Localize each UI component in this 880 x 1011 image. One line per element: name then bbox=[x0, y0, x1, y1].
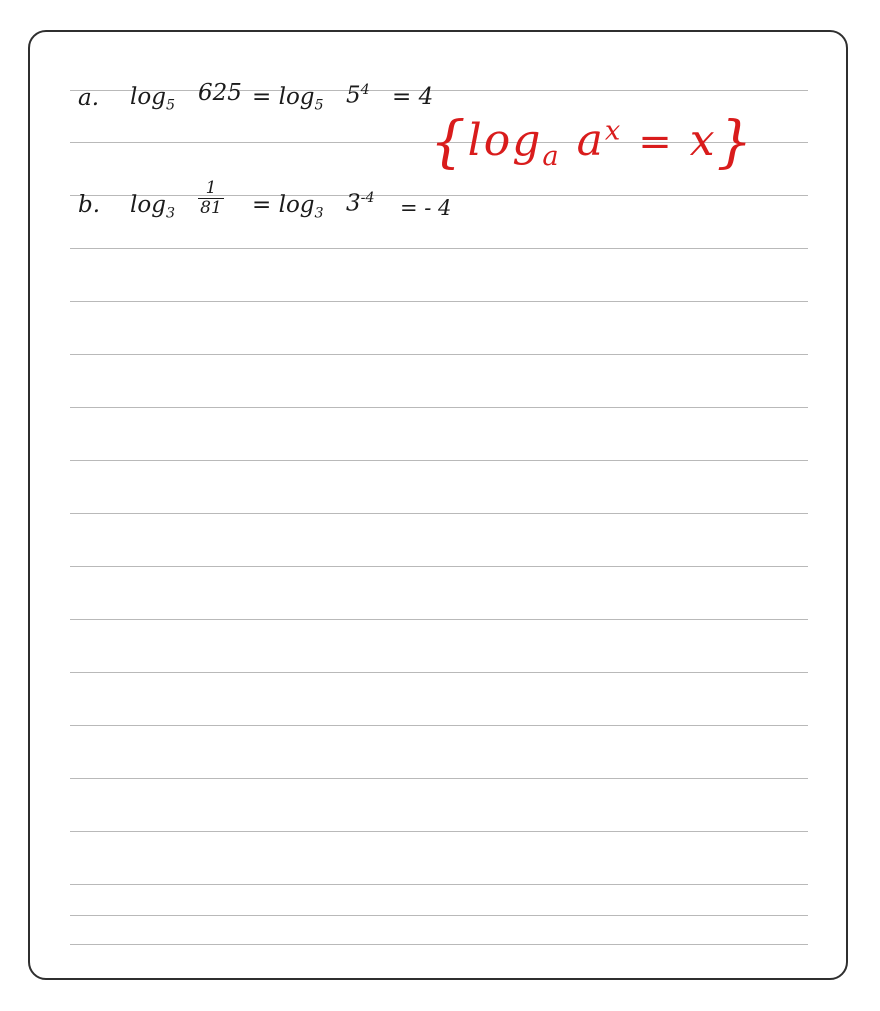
fraction-denominator: 81 bbox=[200, 198, 222, 218]
item-a-result: = 4 bbox=[392, 84, 434, 110]
item-b-log-base: $\log_3$ bbox=[130, 192, 176, 222]
item-b-result: = - 4 bbox=[400, 196, 452, 220]
item-a-equals-log: = $\log_5$ bbox=[252, 84, 324, 114]
handwriting-layer bbox=[30, 32, 846, 978]
item-a-label: a. bbox=[78, 85, 100, 111]
red-annotation-rule bbox=[430, 110, 754, 175]
annotation-arg-base: a bbox=[576, 115, 605, 166]
item-a-power: $5^4$ bbox=[346, 82, 370, 109]
notebook-page bbox=[28, 30, 848, 980]
annotation-log-base: a bbox=[542, 140, 561, 172]
close-brace: } bbox=[716, 110, 755, 175]
item-b-label: b. bbox=[78, 192, 101, 218]
item-b-equals-log: = $\log_3$ bbox=[252, 192, 324, 222]
annotation-log: log bbox=[467, 115, 543, 166]
fraction-numerator: 1 bbox=[205, 178, 217, 198]
annotation-equals: = bbox=[638, 119, 674, 165]
item-a-log-base: $\log_5$ bbox=[130, 84, 176, 114]
item-b-power: $3^{-4}$ bbox=[346, 190, 375, 217]
annotation-arg-exp: x bbox=[604, 115, 623, 147]
item-b-fraction bbox=[198, 180, 224, 217]
open-brace: { bbox=[430, 110, 468, 175]
annotation-value: x bbox=[689, 115, 717, 166]
item-a-argument: 625 bbox=[198, 80, 242, 106]
